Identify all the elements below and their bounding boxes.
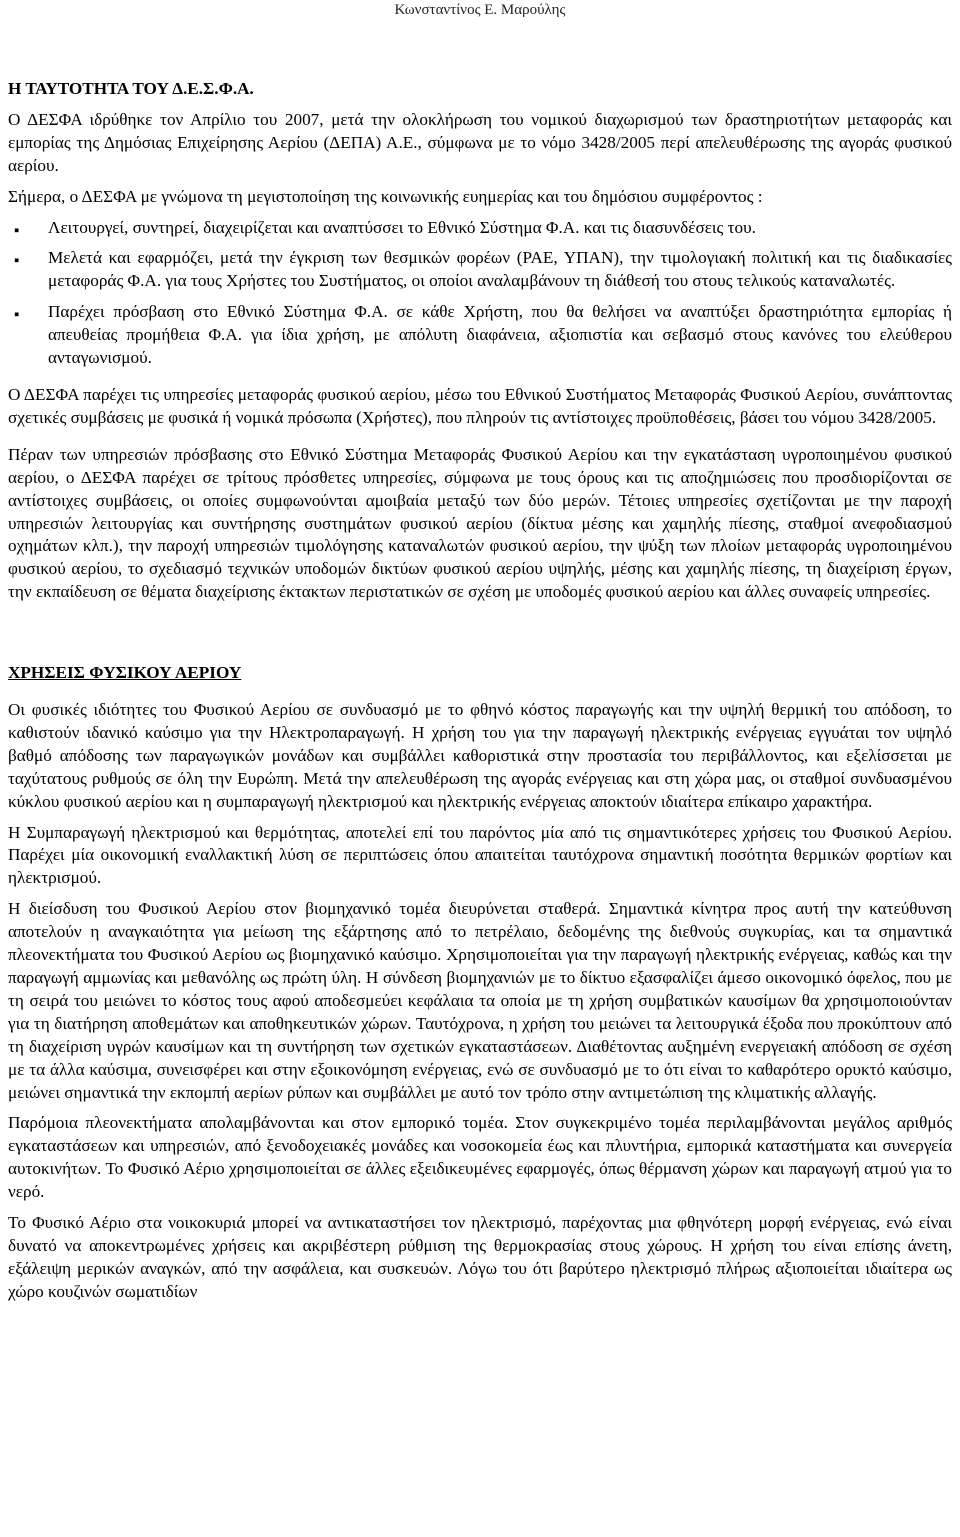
square-bullet-icon: ▪ — [14, 253, 20, 270]
bullet-list — [8, 217, 952, 370]
list-item-text: Παρέχει πρόσβαση στο Εθνικό Σύστημα Φ.Α. σε κάθε Χρήστη, που θα θελήσει να αναπτύξει δραστηριότητα εμπορίας ή απευθείας προμήθεια Φ.Α. για ίδια χρήση, με απόλυτη διαφάνεια, αξιοπιστία και σεβασμό στους κανόνες του ελεύθερου ανταγωνισμού. — [48, 302, 952, 368]
document-body — [8, 78, 952, 1304]
list-item — [8, 217, 952, 240]
section-heading-identity: Η ΤΑΥΤΟΤΗΤΑ ΤΟΥ Δ.Ε.Σ.Φ.Α. — [8, 79, 254, 98]
running-header-author: Κωνσταντίνος Ε. Μαρούλης — [394, 2, 566, 18]
list-item-text: Μελετά και εφαρμόζει, μετά την έγκριση των θεσμικών φορέων (ΡΑΕ, ΥΠΑΝ), την τιμολογιακή πολιτική και τις διαδικασίες μεταφοράς Φ.Α. για τους Χρήστες του Συστήματος, οι οποίοι αναλαμβάνουν τη διάθεσή του στους τελικούς καταναλωτές. — [48, 248, 952, 291]
list-item — [8, 247, 952, 293]
section-heading-uses: ΧΡΗΣΕΙΣ ΦΥΣΙΚΟΥ ΑΕΡΙΟΥ — [8, 663, 242, 683]
paragraph-intro: Σήμερα, ο ΔΕΣΦΑ με γνώμονα τη μεγιστοποίηση της κοινωνικής ευημερίας και του δημόσιου συμφέροντος : — [8, 186, 763, 206]
square-bullet-icon: ▪ — [14, 222, 20, 239]
square-bullet-icon: ▪ — [14, 307, 20, 324]
paragraph-cogeneration: Η Συμπαραγωγή ηλεκτρισμού και θερμότητας, αποτελεί επί του παρόντος μία από τις σημαντικότερες χρήσεις του Φυσικού Αερίου. Παρέχει μία οικονομική εναλλακτική λύση σε περιπτώσεις όπου απαιτείται ταυτόχρονα σημαντική ποσότητα θερμικών φορτίων και ηλεκτρισμού. — [8, 822, 952, 888]
paragraph-additional-services: Πέραν των υπηρεσιών πρόσβασης στο Εθνικό Σύστημα Μεταφοράς Φυσικού Αερίου και την εγκατάσταση υγροποιημένου φυσικού αερίου, ο ΔΕΣΦΑ παρέχει σε τρίτους πρόσθετες υπηρεσίες, σύμφωνα με τους όρους και τις αποζημιώσεις που προσδιορίζονται σε αντίστοιχες συμβάσεις, οι οποίες συμφωνούνται αμοιβαία μεταξύ των δύο μερών. Τέτοιες υπηρεσίες σχετίζονται με την παροχή υπηρεσιών λειτουργίας και συντήρησης συστημάτων φυσικού αερίου (δίκτυα μέσης και χαμηλής πίεσης, σταθμοί ανεφοδιασμού οχημάτων κλπ.), την παροχή υπηρεσιών τιμολόγησης καταναλωτών φυσικού αερίου, την ψύξη των πλοίων μεταφοράς υγροποιημένου φυσικού αερίου, το σχεδιασμό τεχνικών υποδομών δικτύων φυσικού αερίου υψηλής, μέσης και χαμηλής πίεσης, τη διαχείριση έργων, την εκπαίδευση σε θέματα διαχείρισης έκτακτων περιστατικών σε σχέση με υποδομές φυσικού αερίου και άλλες συναφείς υπηρεσίες. — [8, 444, 952, 602]
paragraph-founding: Ο ΔΕΣΦΑ ιδρύθηκε τον Απρίλιο του 2007, μετά την ολοκλήρωση του νομικού διαχωρισμού των δραστηριοτήτων μεταφοράς και εμπορίας της Δημόσιας Επιχείρησης Αερίου (ΔΕΠΑ) Α.Ε., σύμφωνα με το νόμο 3428/2005 περί απελευθέρωσης της αγοράς φυσικού αερίου. — [8, 109, 952, 175]
paragraph-commercial: Παρόμοια πλεονεκτήματα απολαμβάνονται και στον εμπορικό τομέα. Στον συγκεκριμένο τομέα περιλαμβάνονται μεγάλος αριθμός εγκαταστάσεων και υπηρεσιών, από ξενοδοχειακές μονάδες και νοσοκομεία έως και πλυντήρια, εμπορικά καταστήματα και συνεργεία αυτοκινήτων. Το Φυσικό Αέριο χρησιμοποιείται σε άλλες εξειδικευμένες εφαρμογές, όπως θέρμανση χώρων και παραγωγή ατμού για το νερό. — [8, 1113, 952, 1202]
paragraph-power-generation: Οι φυσικές ιδιότητες του Φυσικού Αερίου σε συνδυασμό με το φθηνό κόστος παραγωγής και την υψηλή θερμική του απόδοση, το καθιστούν ιδανικό καύσιμο για την Ηλεκτροπαραγωγή. Η χρήση του για την παραγωγή ηλεκτρικής ενέργειας εγγυάται τον υψηλό βαθμό απόδοσης των παραγωγικών μονάδων και συμβάλλει καθοριστικά στην προστασία του περιβάλλοντος, και εξελίσσεται με ταχύτατους ρυθμούς σε όλη την Ευρώπη. Μετά την απελευθέρωση της αγοράς ενέργειας και στη χώρα μας, οι σταθμοί συνδυασμένου κύκλου φυσικού αερίου και η συμπαραγωγή ηλεκτρισμού και ηλεκτρικής ενέργειας αποκτούν ιδιαίτερα επίκαιρο χαρακτήρα. — [8, 700, 952, 811]
list-item-text: Λειτουργεί, συντηρεί, διαχειρίζεται και αναπτύσσει το Εθνικό Σύστημα Φ.Α. και τις διασυνδέσεις του. — [48, 217, 756, 237]
paragraph-residential: Το Φυσικό Αέριο στα νοικοκυριά μπορεί να αντικαταστήσει τον ηλεκτρισμό, παρέχοντας μια φθηνότερη μορφή ενέργειας, ενώ είναι δυνατό να αποκεντρωμένες χρήσεις και ακριβέστερη ρύθμιση της θερμοκρασίας στους χώρους. Η χρήση του είναι επίσης άνετη, εξάλειψη μερικών αναγκών, από την ασφάλεια, και συσκευών. Λόγω του ότι βαρύτερο ηλεκτρισμό πλήρως αξιοποιείται ιδιαίτερα ως χώρο κουζινών σωματιδίων — [8, 1213, 952, 1301]
paragraph-transport-services: Ο ΔΕΣΦΑ παρέχει τις υπηρεσίες μεταφοράς φυσικού αερίου, μέσω του Εθνικού Συστήματος Μεταφοράς Φυσικού Αερίου, συνάπτοντας σχετικές συμβάσεις με φυσικά ή νομικά πρόσωπα (Χρήστες), που πληρούν τις αντίστοιχες προϋποθέσεις, βάσει του νόμου 3428/2005. — [8, 384, 952, 427]
paragraph-industrial: Η διείσδυση του Φυσικού Αερίου στον βιομηχανικό τομέα διευρύνεται σταθερά. Σημαντικά κίνητρα προς αυτή την κατεύθυνση αποτελούν η αναγκαιότητα για μείωση της εξάρτησης από το πετρέλαιο, δεδομένης της διεθνούς συγκυρίας, και τα σημαντικά πλεονεκτήματα του Φυσικού Αερίου ως βιομηχανικό καύσιμο. Χρησιμοποιείται για την παραγωγή ηλεκτρικής ενέργειας, καθώς και την παραγωγή αμμωνίας και μεθανόλης ως πρώτη ύλη. Η σύνδεση βιομηχανιών με το δίκτυο εξασφαλίζει άμεσο οικονομικό όφελος, που με τη σειρά του μειώνει το κόστος τους αφού αποδεσμεύει κεφάλαια τα οποία με τη χρήση συμβατικών καυσίμων θα χρησιμοποιούνταν για τη διατήρηση αποθεμάτων και αποθηκευτικών χώρων. Ταυτόχρονα, η χρήση του μειώνει τα λειτουργικά έξοδα που προκύπτουν από τη διαχείριση υγρών καυσίμων και τη συντήρηση των σχετικών εγκαταστάσεων. Διαθέτοντας αυξημένη ενεργειακή απόδοση σε σχέση με τα άλλα καύσιμα, συνεισφέρει και στην εξοικονόμηση ενέργειας, ενώ σε συνδυασμό με το ότι είναι το καθαρότερο ορυκτό καύσιμο, μειώνει σημαντικά την εκπομπή αερίων ρύπων και συμβάλλει με αυτό τον τρόπο στην αντιμετώπιση της κλιματικής αλλαγής. — [8, 899, 952, 1102]
list-item — [8, 301, 952, 370]
